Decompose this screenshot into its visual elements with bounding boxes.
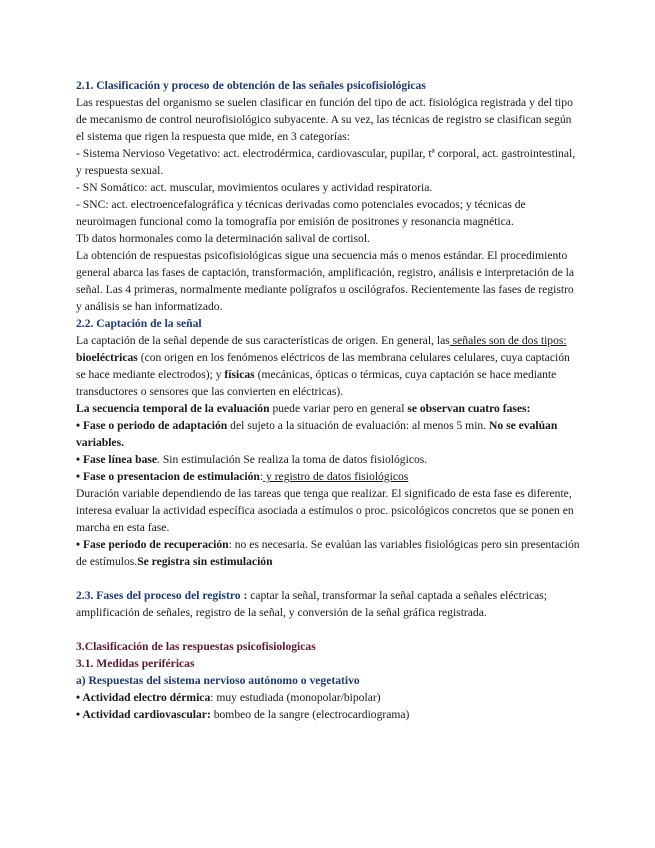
paragraph: La obtención de respuestas psicofisiológicas sigue una secuencia más o menos estándar. El procedimiento general abarca las fases de captación, transformación, amplificación, registro, análisis e interpretación de la señal. Las 4 primeras, normalmente mediante polígrafos u oscilógrafos. Recientemente las fases de registro y análisis se han informatizado. [76, 249, 574, 313]
text: : muy estudiada (monopolar/bipolar) [210, 691, 381, 704]
list-item [76, 468, 580, 485]
section-2-1-heading: 2.1. Clasificación y proceso de obtención de las señales psicofisiológicas [76, 79, 426, 92]
bold-text: La secuencia temporal de la evaluación [76, 402, 270, 415]
bold-text: • Actividad electro dérmica [76, 691, 211, 704]
list-item [76, 689, 580, 706]
bold-text: • Fase o presentacion de estimulación [76, 470, 260, 483]
text: bombeo de la sangre (electrocardiograma) [210, 708, 410, 721]
section-3-heading: 3.Clasificación de las respuestas psicofisiologicas [76, 640, 316, 653]
spacer [76, 570, 580, 587]
text: : no es necesaria. Se evalúan las variables fisiológicas pero sin presentación de estímulos. [76, 538, 580, 568]
underlined-text: señales son de dos tipos: [449, 334, 567, 347]
paragraph [76, 400, 580, 417]
bold-text: físicas [224, 368, 255, 381]
spacer [76, 621, 580, 638]
list-item: - SNC: act. electroencefalográfica y técnicas derivadas como potenciales evocados; y técnicas de neuroimagen funcional como la tomografía por emisión de positrones y resonancia magnética. [76, 198, 526, 228]
list-item: - SN Somático: act. muscular, movimientos oculares y actividad respiratoria. [76, 181, 433, 194]
section-3-1-heading: 3.1. Medidas periféricas [76, 657, 195, 670]
text: (mecánicas, ópticas o térmicas, cuya captación se hace mediante transductores o sensores que las convierten en eléctricas). [76, 368, 557, 398]
bold-text: se observan cuatro fases: [407, 402, 531, 415]
paragraph: Las respuestas del organismo se suelen clasificar en función del tipo de act. fisiológica registrada y del tipo de mecanismo de control neurofisiológico subyacente. A su vez, las técnicas de registro se clasifican según el sistema que rigen la respuesta que mide, en 3 categorías: [76, 96, 573, 143]
bold-text: bioeléctricas [76, 351, 138, 364]
text: . Sin estimulación Se realiza la toma de datos fisiológicos. [157, 453, 428, 466]
list-item [76, 451, 580, 468]
underlined-text: y registro de datos fisiológicos [263, 470, 409, 483]
list-item [76, 706, 580, 723]
bold-text: • Fase o periodo de adaptación [76, 419, 228, 432]
paragraph: Tb datos hormonales como la determinación salival de cortisol. [76, 232, 370, 245]
section-2-3-heading: 2.3. Fases del proceso del registro : [76, 589, 248, 602]
bold-text: Se registra sin estimulación [137, 555, 273, 568]
subsection-a-heading: a) Respuestas del sistema nervioso autónomo o vegetativo [76, 674, 360, 687]
text: La captación de la señal depende de sus características de origen. En general, las [76, 334, 450, 347]
text: : [259, 470, 264, 483]
document-page [76, 77, 580, 723]
list-item: - Sistema Nervioso Vegetativo: act. electrodérmica, cardiovascular, pupilar, tª corporal, act. gastrointestinal, y respuesta sexual. [76, 147, 576, 177]
bold-text: • Fase periodo de recuperación [76, 538, 229, 551]
bold-text: • Actividad cardiovascular: [76, 708, 211, 721]
list-item [76, 536, 580, 570]
text: captar la señal, transformar la señal captada a señales eléctricas; amplificación de señales, registro de la señal, y conversión de la señal gráfica registrada. [76, 589, 547, 619]
bold-text: • Fase línea base [76, 453, 158, 466]
paragraph: Duración variable dependiendo de las tareas que tenga que realizar. El significado de esta fase es diferente, interesa evaluar la actividad específica asociada a estímulos o proc. psicológicos concretos que se ponen en marcha en esta fase. [76, 487, 574, 534]
text: (con origen en los fenómenos eléctricos de las membrana celulares celulares, cuya captación se hace mediante electrodos); y [76, 351, 570, 381]
text: del sujeto a la situación de evaluación: al menos 5 min. [227, 419, 490, 432]
paragraph [76, 587, 580, 621]
paragraph [76, 332, 580, 400]
list-item [76, 417, 580, 451]
section-2-2-heading: 2.2. Captación de la señal [76, 317, 202, 330]
text: puede variar pero en general [269, 402, 408, 415]
bold-text: No se evalúan variables. [76, 419, 558, 449]
